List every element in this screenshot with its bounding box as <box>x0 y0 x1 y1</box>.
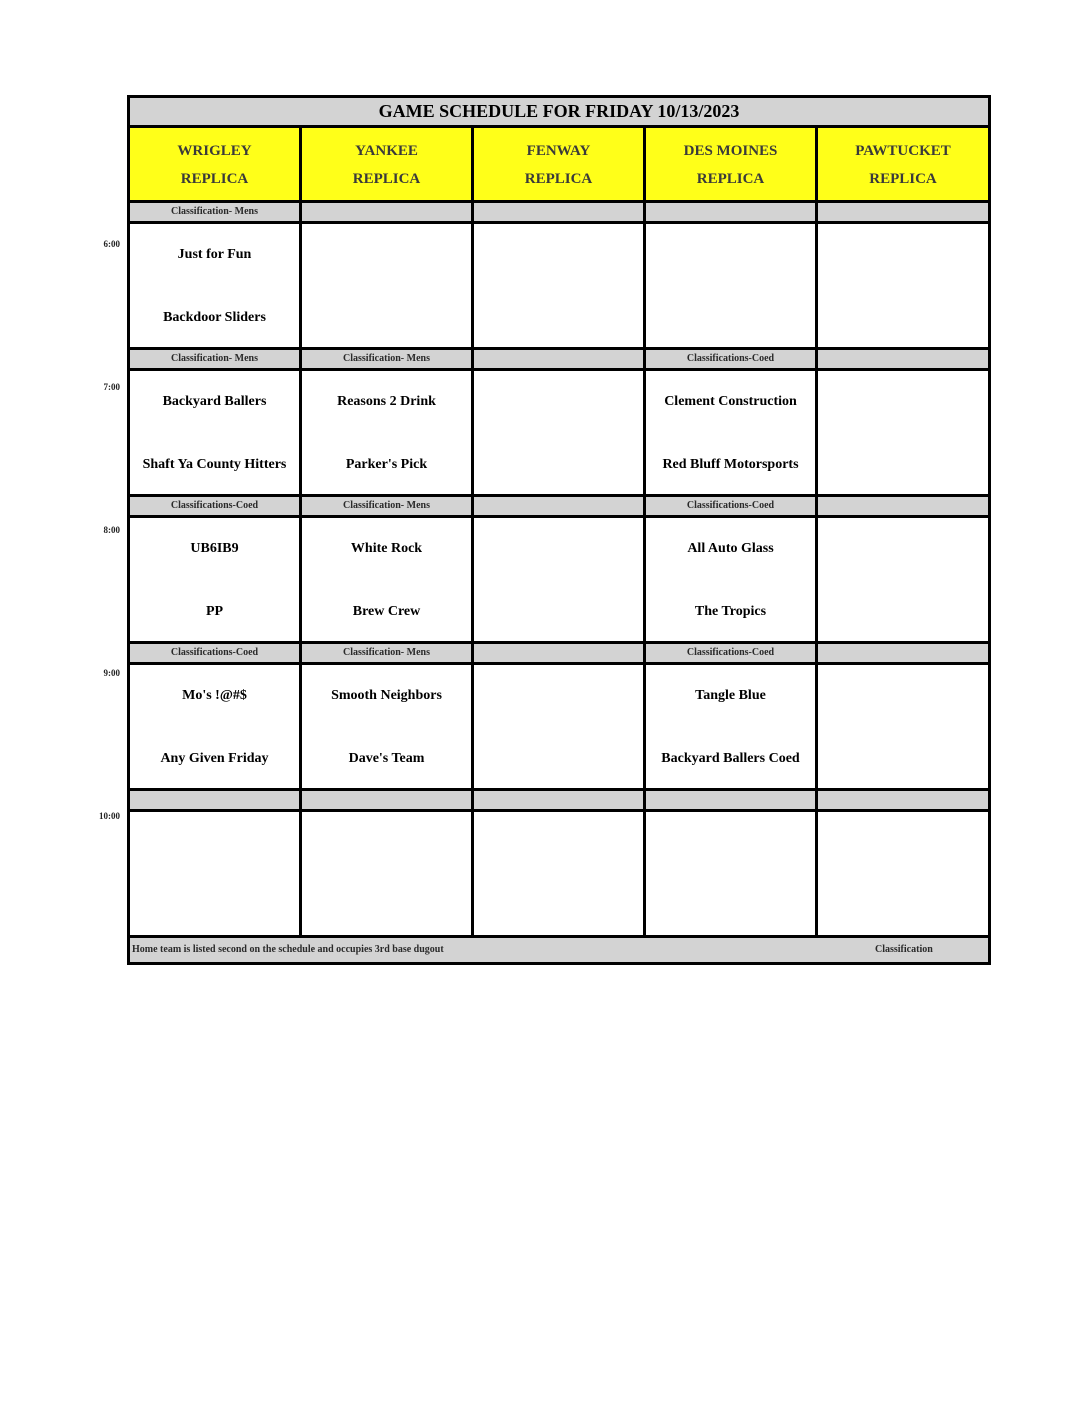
field-subtitle: REPLICA <box>352 171 421 187</box>
game-cell <box>474 224 646 347</box>
home-team: Shaft Ya County Hitters <box>142 457 287 472</box>
field-name: PAWTUCKET <box>855 143 951 159</box>
field-name: WRIGLEY <box>177 143 252 159</box>
game-cell <box>646 371 818 494</box>
classification-cell: Classifications-Coed <box>646 644 818 662</box>
visiting-team: Smooth Neighbors <box>331 688 442 703</box>
classification-cell: Classification- Mens <box>130 203 302 221</box>
field-header-des-moines <box>646 128 818 200</box>
home-team: Any Given Friday <box>160 751 269 766</box>
game-row <box>130 518 988 644</box>
field-subtitle: REPLICA <box>180 171 249 187</box>
home-team: Backyard Ballers Coed <box>661 751 800 766</box>
classification-cell <box>302 203 474 221</box>
game-cell <box>818 665 988 788</box>
schedule-title: GAME SCHEDULE FOR FRIDAY 10/13/2023 <box>130 98 988 128</box>
footer-classification: Classification <box>875 944 933 955</box>
time-label: 9:00 <box>103 668 120 678</box>
game-row <box>130 371 988 497</box>
classification-cell <box>474 791 646 809</box>
field-header-row <box>130 128 988 203</box>
classification-row <box>130 497 988 518</box>
game-cell <box>130 518 302 641</box>
field-subtitle: REPLICA <box>696 171 765 187</box>
game-cell <box>130 665 302 788</box>
home-team: Dave's Team <box>348 751 425 766</box>
visiting-team: Tangle Blue <box>695 688 766 703</box>
field-name: DES MOINES <box>683 143 778 159</box>
visiting-team: Backyard Ballers <box>162 394 267 409</box>
classification-cell <box>646 203 818 221</box>
home-team: The Tropics <box>694 604 767 619</box>
visiting-team: Clement Construction <box>664 394 797 409</box>
field-subtitle: REPLICA <box>869 171 937 187</box>
field-header-yankee <box>302 128 474 200</box>
classification-cell <box>474 203 646 221</box>
classification-cell: Classifications-Coed <box>646 497 818 515</box>
game-cell <box>646 518 818 641</box>
game-cell <box>474 812 646 935</box>
home-team: PP <box>205 604 224 619</box>
game-cell <box>646 812 818 935</box>
classification-row <box>130 203 988 224</box>
visiting-team: Reasons 2 Drink <box>337 394 436 409</box>
game-cell <box>818 518 988 641</box>
game-cell <box>818 371 988 494</box>
classification-cell <box>302 791 474 809</box>
classification-cell: Classification- Mens <box>302 644 474 662</box>
game-cell <box>302 665 474 788</box>
field-name: FENWAY <box>526 143 591 159</box>
field-header-fenway <box>474 128 646 200</box>
classification-row <box>130 350 988 371</box>
home-team: Red Bluff Motorsports <box>662 457 799 472</box>
classification-cell: Classification- Mens <box>302 497 474 515</box>
game-cell <box>474 371 646 494</box>
visiting-team: White Rock <box>350 541 423 556</box>
game-cell <box>474 518 646 641</box>
field-subtitle: REPLICA <box>524 171 593 187</box>
game-cell <box>818 812 988 935</box>
classification-row <box>130 644 988 665</box>
classification-cell: Classifications-Coed <box>646 350 818 368</box>
game-row <box>130 812 988 938</box>
visiting-team: Just for Fun <box>177 247 252 262</box>
classification-cell <box>818 497 988 515</box>
game-cell <box>302 224 474 347</box>
home-team: Parker's Pick <box>345 457 428 472</box>
game-cell <box>818 224 988 347</box>
time-label: 7:00 <box>103 382 120 392</box>
footer-row <box>130 938 988 962</box>
game-row <box>130 224 988 350</box>
time-label: 10:00 <box>99 811 120 821</box>
classification-cell <box>818 203 988 221</box>
time-label: 6:00 <box>103 239 120 249</box>
home-team-note: Home team is listed second on the schedule and occupies 3rd base dugout <box>132 944 444 955</box>
classification-cell: Classification- Mens <box>302 350 474 368</box>
game-cell <box>302 812 474 935</box>
game-cell <box>646 665 818 788</box>
game-cell <box>646 224 818 347</box>
game-schedule-table <box>127 95 991 965</box>
game-cell <box>302 518 474 641</box>
game-cell <box>130 812 302 935</box>
game-cell <box>130 371 302 494</box>
classification-cell <box>818 644 988 662</box>
visiting-team: Mo's !@#$ <box>182 688 247 703</box>
classification-cell <box>474 497 646 515</box>
home-team: Brew Crew <box>352 604 421 619</box>
field-name: YANKEE <box>355 143 418 159</box>
game-cell <box>474 665 646 788</box>
classification-cell: Classifications-Coed <box>130 644 302 662</box>
game-cell <box>130 224 302 347</box>
classification-cell <box>130 791 302 809</box>
classification-row <box>130 791 988 812</box>
classification-cell <box>818 350 988 368</box>
game-row <box>130 665 988 791</box>
classification-cell: Classification- Mens <box>130 350 302 368</box>
classification-cell <box>474 644 646 662</box>
game-cell <box>302 371 474 494</box>
time-label: 8:00 <box>103 525 120 535</box>
visiting-team: All Auto Glass <box>687 541 774 556</box>
classification-cell: Classifications-Coed <box>130 497 302 515</box>
home-team: Backdoor Sliders <box>163 310 266 325</box>
field-header-pawtucket <box>818 128 988 200</box>
classification-cell <box>818 791 988 809</box>
visiting-team: UB6IB9 <box>190 541 239 556</box>
field-header-wrigley <box>130 128 302 200</box>
classification-cell <box>474 350 646 368</box>
classification-cell <box>646 791 818 809</box>
